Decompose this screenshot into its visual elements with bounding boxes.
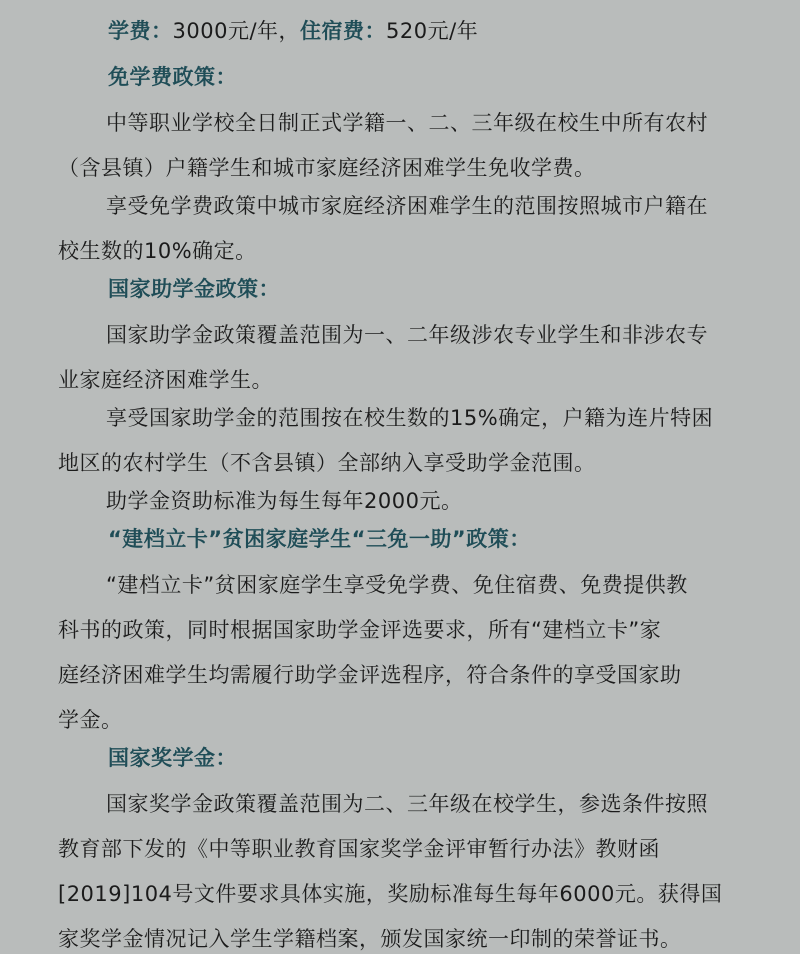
paragraph <box>58 789 754 954</box>
paragraph-line: 业家庭经济困难学生。 <box>58 368 273 392</box>
paragraph-line: 校生数的10%确定。 <box>58 239 257 263</box>
paragraph-line: （含县镇）户籍学生和城市家庭经济困难学生免收学费。 <box>58 156 596 180</box>
paragraph <box>58 403 754 478</box>
section-heading-national-grant: 国家助学金政策： <box>108 277 280 301</box>
section-heading-scholarship: 国家奖学金： <box>108 746 237 770</box>
paragraph-line: 教育部下发的《中等职业教育国家奖学金评审暂行办法》教财函 <box>58 837 660 861</box>
dorm-fee-value: 520元/年 <box>386 19 479 43</box>
paragraph-line: 学金。 <box>58 708 123 732</box>
paragraph <box>58 191 754 266</box>
section-heading-free-tuition: 免学费政策： <box>108 65 237 89</box>
tuition-value: 3000元/年， <box>172 19 301 43</box>
paragraph <box>58 570 754 735</box>
paragraph-line: [2019]104号文件要求具体实施，奖励标准每生每年6000元。获得国 <box>58 882 723 906</box>
paragraph-line: 国家奖学金政策覆盖范围为二、三年级在校学生，参选条件按照 <box>106 792 708 816</box>
paragraph <box>58 320 754 395</box>
paragraph <box>58 108 754 183</box>
dorm-fee-label: 住宿费： <box>300 19 387 43</box>
section-heading-poverty-policy: “建档立卡”贫困家庭学生“三免一助”政策： <box>108 527 531 551</box>
paragraph-line: 家奖学金情况记入学生学籍档案，颁发国家统一印制的荣誉证书。 <box>58 927 682 951</box>
paragraph-line: 庭经济困难学生均需履行助学金评选程序，符合条件的享受国家助 <box>58 663 682 687</box>
paragraph-line: 中等职业学校全日制正式学籍一、二、三年级在校生中所有农村 <box>106 111 708 135</box>
paragraph-line: “建档立卡”贫困家庭学生享受免学费、免住宿费、免费提供教 <box>106 573 688 597</box>
paragraph <box>58 486 754 516</box>
paragraph-line: 国家助学金政策覆盖范围为一、二年级涉农专业学生和非涉农专 <box>106 323 708 347</box>
paragraph-line: 科书的政策，同时根据国家助学金评选要求，所有“建档立卡”家 <box>58 618 662 642</box>
paragraph-line: 地区的农村学生（不含县镇）全部纳入享受助学金范围。 <box>58 451 596 475</box>
paragraph-line: 享受免学费政策中城市家庭经济困难学生的范围按照城市户籍在 <box>106 194 708 218</box>
paragraph-line: 助学金资助标准为每生每年2000元。 <box>106 489 463 513</box>
fee-row <box>108 16 754 46</box>
tuition-label: 学费： <box>108 19 173 43</box>
paragraph-line: 享受国家助学金的范围按在校生数的15%确定，户籍为连片特困 <box>106 406 714 430</box>
